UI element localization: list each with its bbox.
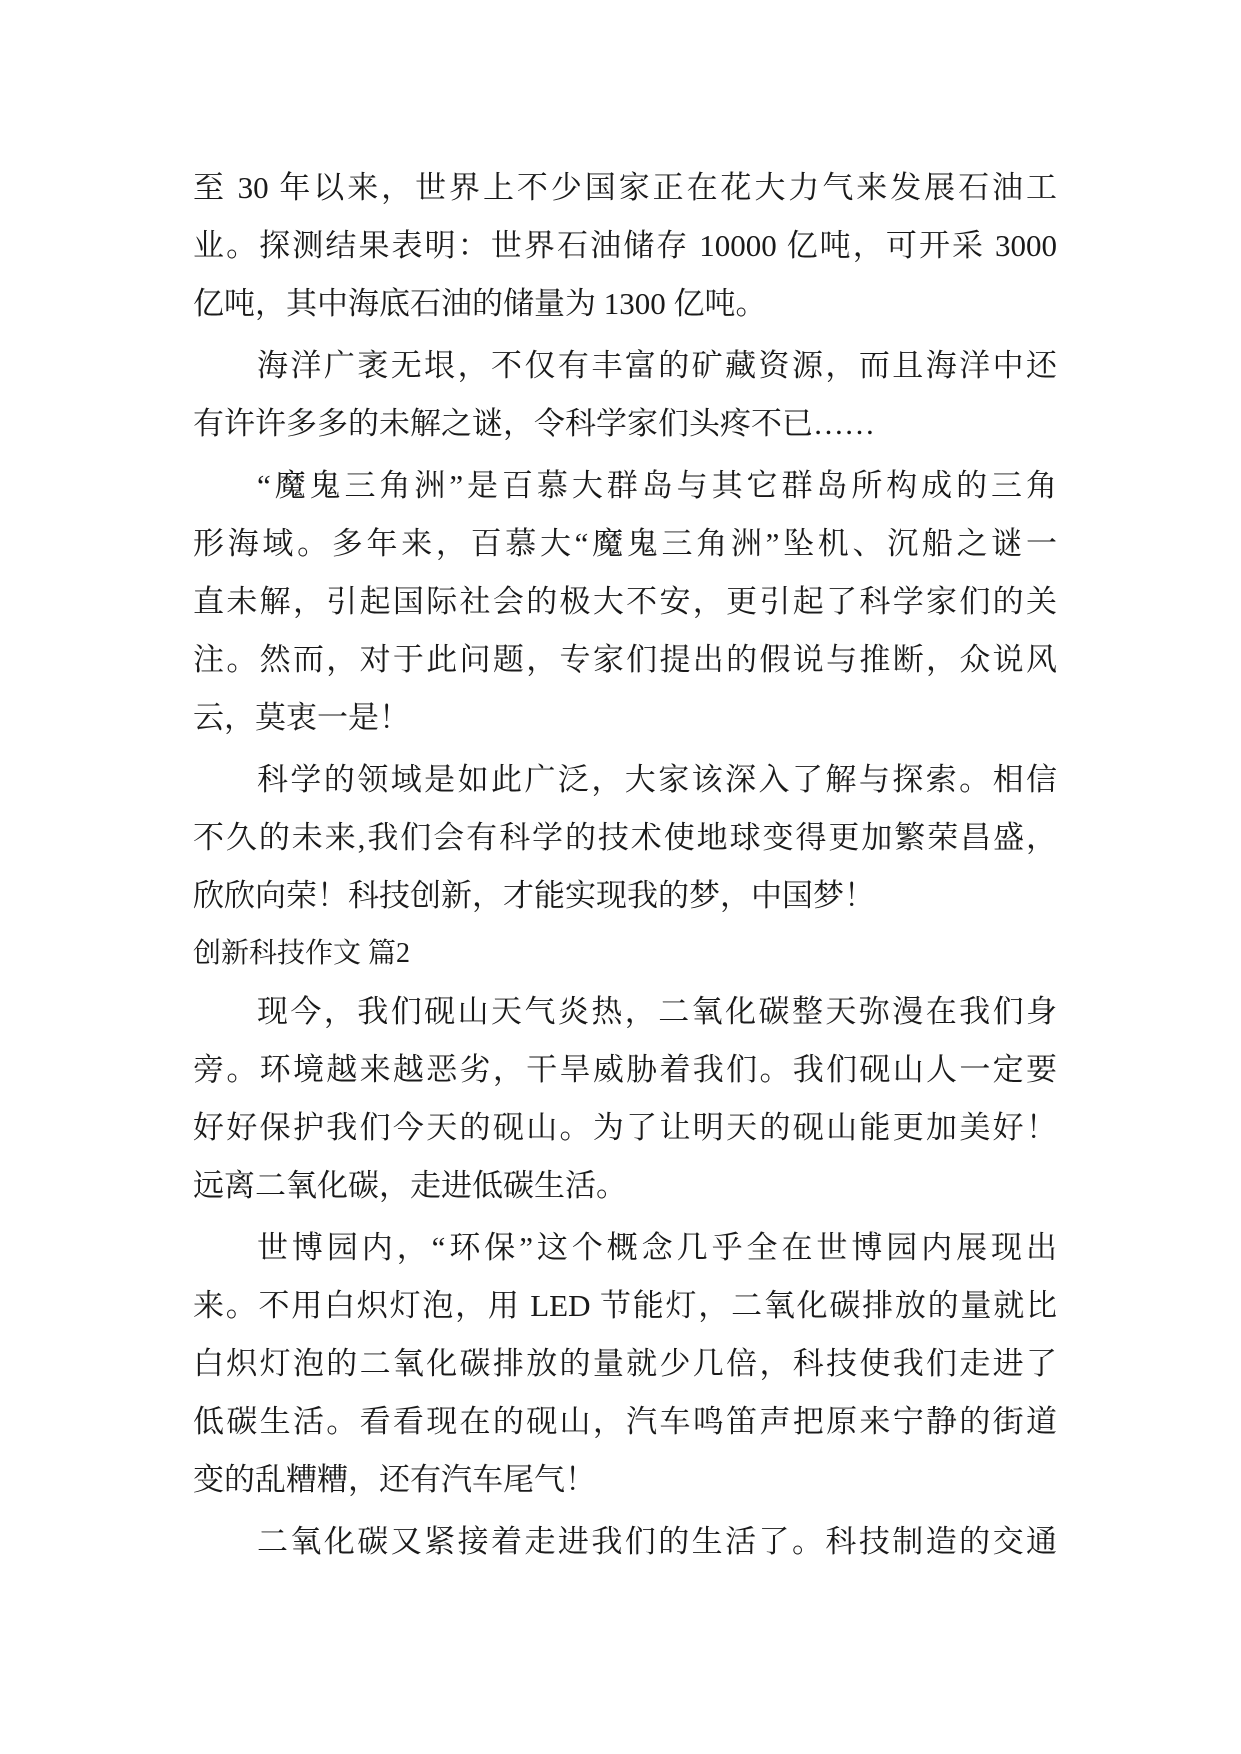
paragraph	[193, 337, 1057, 453]
paragraph	[193, 457, 1057, 747]
text-line: 世博园内，“环保”这个概念几乎全在世博园内展现出	[257, 1230, 1057, 1265]
paragraph	[193, 1219, 1057, 1509]
text-line: 二氧化碳又紧接着走进我们的生活了。科技制造的交通	[257, 1524, 1057, 1559]
text-line: 低碳生活。看看现在的砚山，汽车鸣笛声把原来宁静的街道	[193, 1404, 1057, 1439]
text-line: 来。不用白炽灯泡，用 LED 节能灯，二氧化碳排放的量就比	[193, 1288, 1057, 1323]
text-line: 白炽灯泡的二氧化碳排放的量就少几倍，科技使我们走进了	[193, 1346, 1057, 1381]
text-line: 形海域。多年来，百慕大“魔鬼三角洲”坠机、沉船之谜一	[193, 526, 1057, 561]
text-line: 科学的领域是如此广泛，大家该深入了解与探索。相信	[257, 762, 1057, 797]
text-line: 注。然而，对于此问题，专家们提出的假说与推断，众说风	[193, 642, 1057, 677]
document-body	[193, 159, 1057, 1571]
text-line: 欣欣向荣！科技创新，才能实现我的梦，中国梦！	[193, 878, 875, 913]
text-line: 直未解，引起国际社会的极大不安，更引起了科学家们的关	[193, 584, 1057, 619]
text-line: 业。探测结果表明：世界石油储存 10000 亿吨，可开采 3000	[193, 228, 1057, 263]
text-line: 旁。环境越来越恶劣，干旱威胁着我们。我们砚山人一定要	[193, 1052, 1057, 1087]
text-line: 云，莫衷一是！	[193, 700, 410, 735]
text-line: 不久的未来,我们会有科学的技术使地球变得更加繁荣昌盛，	[193, 820, 1057, 855]
text-line: 现今，我们砚山天气炎热，二氧化碳整天弥漫在我们身	[257, 994, 1057, 1029]
text-line: 远离二氧化碳，走进低碳生活。	[193, 1168, 627, 1203]
paragraph	[193, 751, 1057, 925]
paragraph	[193, 159, 1057, 333]
text-line: 亿吨，其中海底石油的储量为 1300 亿吨。	[193, 286, 767, 321]
text-line: 海洋广袤无垠，不仅有丰富的矿藏资源，而且海洋中还	[257, 348, 1057, 383]
section-heading: 创新科技作文 篇2	[193, 938, 411, 969]
paragraph	[193, 983, 1057, 1215]
text-line: 有许许多多的未解之谜，令科学家们头疼不已……	[193, 406, 875, 441]
text-line: 好好保护我们今天的砚山。为了让明天的砚山能更加美好！	[193, 1110, 1057, 1145]
text-line: 变的乱糟糟，还有汽车尾气！	[193, 1462, 596, 1497]
text-line: “魔鬼三角洲”是百慕大群岛与其它群岛所构成的三角	[257, 468, 1057, 503]
text-line: 至 30 年以来，世界上不少国家正在花大力气来发展石油工	[193, 170, 1057, 205]
paragraph	[193, 1513, 1057, 1571]
